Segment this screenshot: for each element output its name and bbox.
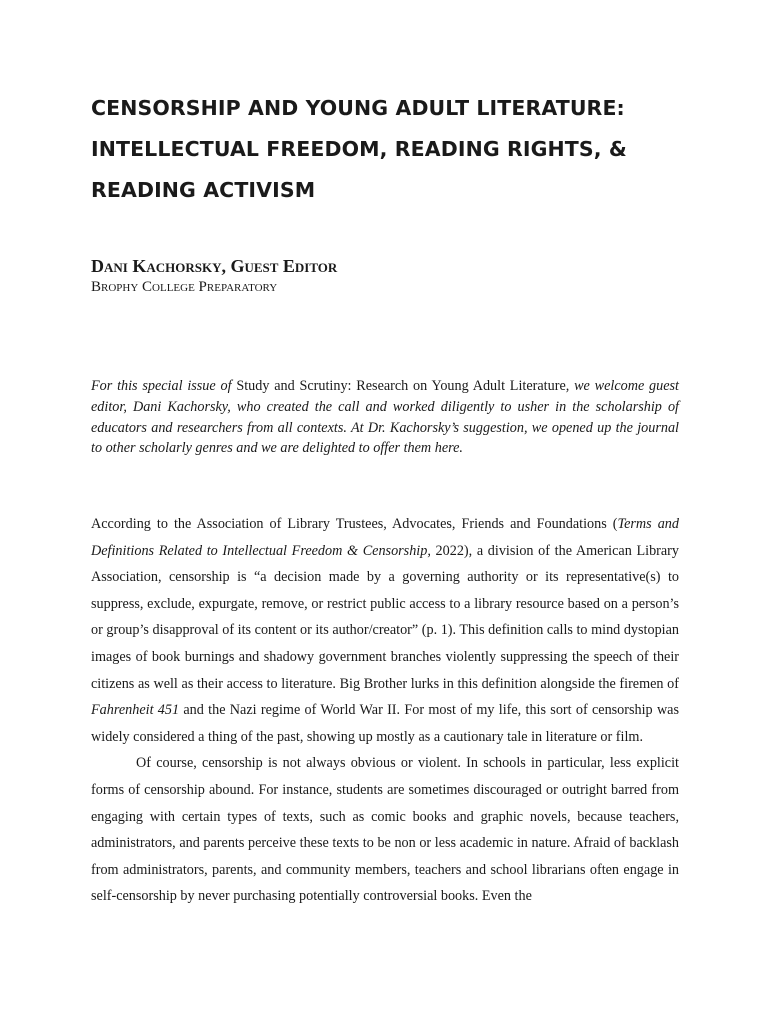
journal-title: Study and Scrutiny: Research on Young Adult Literature: [236, 378, 566, 394]
title-line-3: READING ACTIVISM: [91, 178, 316, 202]
article-body: [91, 511, 679, 910]
title-line-1: CENSORSHIP AND YOUNG ADULT LITERATURE:: [91, 96, 625, 120]
paragraph-1-part-3: and the Nazi regime of World War II. For most of my life, this sort of censorship was widely considered a thing of the past, showing up mostly as a cautionary tale in literature or film.: [91, 702, 680, 745]
article-title: [91, 88, 691, 211]
author-line: Dani Kachorsky, Guest Editor: [91, 256, 338, 276]
editor-introduction: [91, 376, 679, 459]
paragraph-1-part-2: 2022), a division of the American Library Association, censorship is “a decision made by a governing authority or its representative(s) to suppress, exclude, expurgate, remove, or restrict public access to a library resource based on a person’s or group’s disapproval of its content or its author/creator” (p. 1). This definition calls to mind dystopian images of book burnings and shadowy government branches violently suppressing the speech of their citizens as well as their access to literature. Big Brother lurks in this definition alongside the firemen of: [91, 542, 679, 692]
author-affiliation: Brophy College Preparatory: [91, 279, 278, 295]
body-paragraph-2: Of course, censorship is not always obvious or violent. In schools in particular, less explicit forms of censorship abound. For instance, students are sometimes discouraged or outright barred from engaging with certain types of texts, such as comic books and graphic novels, because teachers, administrators, and parents perceive these texts to be non or less academic in nature. Afraid of backlash from administrators, parents, and community members, teachers and school librarians often engage in self-censorship by never purchasing potentially controversial books. Even the: [91, 755, 679, 905]
title-line-2: INTELLECTUAL FREEDOM, READING RIGHTS, &: [91, 137, 627, 161]
book-title: Fahrenheit 451: [91, 702, 180, 719]
paragraph-1-part-1: According to the Association of Library Trustees, Advocates, Friends and Foundations (: [91, 516, 618, 532]
source-title: Terms and Definitions Related to Intellectual Freedom & Censorship,: [91, 516, 679, 559]
body-paragraph-1: [91, 511, 679, 750]
intro-text-end: , we welcome guest editor, Dani Kachorsky, who created the call and worked diligently to usher in the scholarship of educators and researchers from all contexts. At Dr. Kachorsky’s suggestion, we opened up the journal to other scholarly genres and we are delighted to offer them here.: [91, 378, 679, 457]
intro-text-start: For this special issue of: [91, 378, 237, 394]
